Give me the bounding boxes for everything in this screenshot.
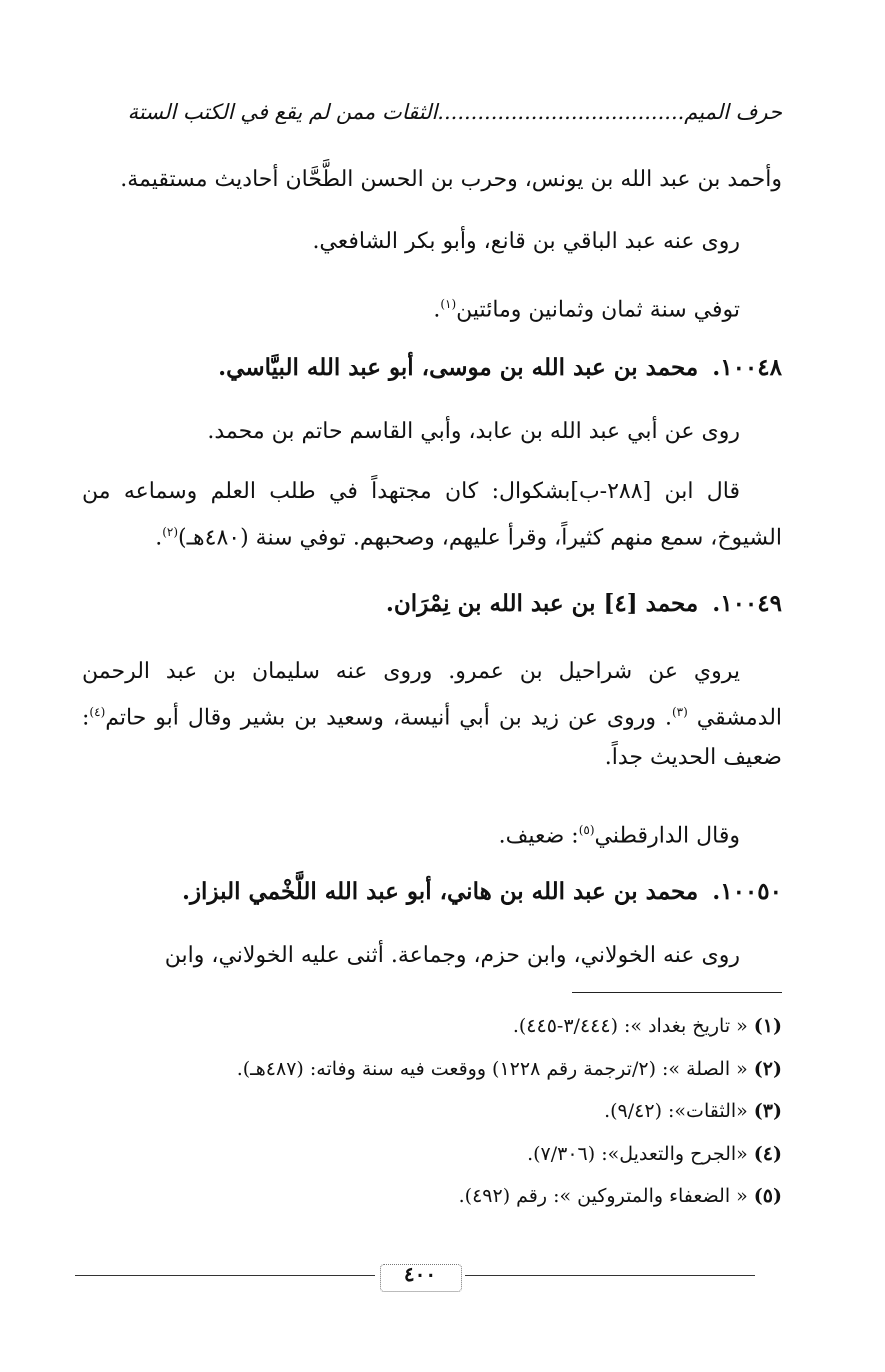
- footnote-mark: (٥): [753, 1185, 782, 1207]
- footnote-text: « تاريخ بغداد »: (٣/٤٤٤-٤٤٥).: [512, 1015, 748, 1037]
- paragraph-continuation: وأحمد بن عبد الله بن يونس، وحرب بن الحسن الطَّحَّان أحاديث مستقيمة.: [120, 167, 782, 192]
- entry-name: محمد بن عبد الله بن هاني، أبو عبد الله اللَّخْمي البزاز.: [181, 878, 699, 905]
- footnote-separator: [572, 992, 782, 993]
- footnote-mark: (٤): [753, 1142, 782, 1165]
- footer-rule-left: [75, 1275, 375, 1276]
- footnote-2: [82, 1048, 782, 1091]
- footnote-text: «الجرح والتعديل»: (٧/٣٠٦).: [527, 1142, 748, 1165]
- daraqutni-text: وقال الدارقطني: [594, 823, 740, 849]
- footnote-ref-2: (٢): [162, 525, 179, 539]
- footnote-text: «الثقات»: (٩/٤٢).: [604, 1100, 748, 1122]
- page-number: ٤٠٠: [403, 1262, 437, 1286]
- entry-number: ١٠٠٥٠.: [712, 878, 782, 905]
- footnote-text: « الصلة »: (٢/ترجمة رقم ١٢٢٨) ووقعت فيه سنة وفاته: (٤٨٧هـ).: [236, 1057, 748, 1080]
- entry-10048: [218, 348, 782, 388]
- paragraph-entry-10050: روى عنه الخولاني، وابن حزم، وجماعة. أثنى عليه الخولاني، وابن: [164, 943, 740, 968]
- running-header: حرف الميم.....................................الثقات ممن لم يقع في الكتب الستة: [127, 100, 782, 124]
- daraqutni-verdict: : ضعيف.: [498, 823, 579, 849]
- entry-10049-text-c: : ضعيف الحديث جداً.: [82, 705, 782, 771]
- footnote-mark: (٣): [753, 1100, 782, 1122]
- paragraph-narrators: روى عنه عبد الباقي بن قانع، وأبو بكر الشافعي.: [312, 229, 740, 254]
- footnote-mark: (٢): [753, 1057, 782, 1080]
- paragraph-entry-10048-narration: روى عن أبي عبد الله بن عابد، وأبي القاسم حاتم بن محمد.: [207, 419, 740, 444]
- footer-rule-right: [465, 1275, 755, 1276]
- footnote-ref-3: (٣): [671, 705, 688, 719]
- paragraph-entry-10049: [82, 652, 782, 778]
- paragraph-ibn-bashkuwal: [82, 472, 782, 558]
- footnote-mark: (١): [753, 1015, 782, 1037]
- entry-10049-text-a: يروي عن شراحيل بن عمرو. وروى عنه سليمان بن عبد الرحمن الدمشقي: [82, 659, 783, 731]
- entry-name: محمد بن عبد الله بن موسى، أبو عبد الله البيَّاسي.: [218, 354, 699, 381]
- ibn-bashkuwal-text: قال ابن [٢٨٨-ب]بشكوال: كان مجتهداً في طلب العلم وسماعه من الشيوخ، سمع منهم كثيراً، وقرأ عليهم، وصحبهم. توفي سنة (٤٨٠هـ): [82, 479, 782, 551]
- footnote-1: [82, 1005, 782, 1048]
- footnote-ref-1: (١): [440, 297, 457, 311]
- footnote-4: [82, 1133, 782, 1176]
- footnote-ref-5: (٥): [578, 823, 595, 837]
- footnote-3: [82, 1090, 782, 1133]
- page-footer: [75, 1262, 755, 1292]
- entry-number: ١٠٠٤٩.: [712, 590, 782, 617]
- footnote-ref-4: (٤): [89, 705, 106, 719]
- footnote-5: [82, 1175, 782, 1218]
- entry-name: محمد [٤] بن عبد الله بن نِمْرَان.: [385, 590, 699, 617]
- death-date-text: توفي سنة ثمان وثمانين ومائتين: [456, 297, 740, 323]
- entry-number: ١٠٠٤٨.: [712, 354, 782, 381]
- entry-10049-text-b: . وروى عن زيد بن أبي أنيسة، وسعيد بن بشير وقال أبو حاتم: [105, 705, 672, 731]
- footnote-text: « الضعفاء والمتروكين »: رقم (٤٩٢).: [458, 1185, 748, 1207]
- ibn-bashkuwal-end: .: [155, 525, 163, 551]
- death-date-end: .: [433, 297, 441, 323]
- paragraph-daraqutni: [499, 810, 740, 856]
- footnotes: [82, 1005, 782, 1218]
- entry-10049: [386, 584, 782, 624]
- entry-10050: [182, 872, 782, 912]
- paragraph-death-date: [433, 284, 740, 330]
